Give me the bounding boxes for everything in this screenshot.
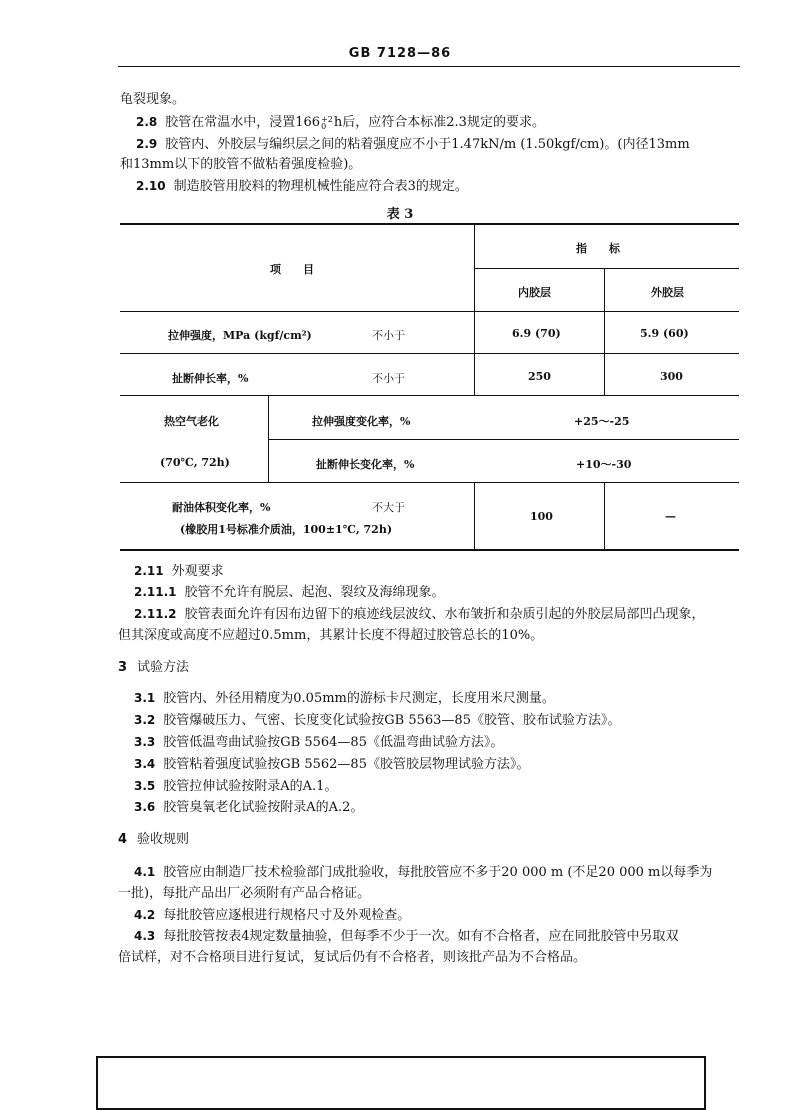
clause-number: 3.6	[134, 800, 156, 814]
clause-number: 2.10	[136, 179, 166, 193]
clause-number: 3.2	[134, 713, 156, 727]
clause-2-9	[136, 136, 690, 153]
row-label: 拉伸强度，MPa (kgf/cm²)	[168, 329, 312, 342]
clause-text: 胶管表面允许有因布边留下的痕迹线层波纹、水布皱折和杂质引起的外胶层局部凹凸现象，	[184, 607, 705, 622]
paragraph-line	[118, 950, 586, 966]
clause-text: 胶管在常温水中，浸置166	[165, 115, 321, 130]
clause-number: 3.4	[134, 757, 156, 771]
oil-note: (橡胶用1号标准介质油，100±1℃, 72h)	[180, 523, 393, 536]
standard-code-header: GB 7128—86	[348, 46, 452, 61]
oil-label: 耐油体积变化率，%	[172, 501, 271, 514]
outer-value: 5.9 (60)	[640, 327, 689, 340]
tolerance-upper: +2	[321, 114, 333, 124]
clause-2-8	[136, 114, 545, 131]
section-number: 4	[118, 832, 128, 847]
row-condition: 不小于	[372, 329, 405, 342]
table-rule	[120, 353, 739, 354]
section-number: 3	[118, 660, 128, 675]
clause-text: 胶管内、外胶层与编织层之间的粘着强度应不小于1.47kN/m (1.50kgf/cm)。(内径13mm	[165, 137, 690, 152]
clause-number: 2.8	[136, 115, 158, 129]
clause-3-5	[134, 778, 337, 795]
table-title: 表 3	[386, 207, 414, 222]
table-rule	[120, 223, 739, 225]
paragraph-text: 龟裂现象。	[120, 92, 186, 107]
clause-4-1	[134, 864, 712, 881]
paragraph-text: 但其深度或高度不应超过0.5mm，其累计长度不得超过胶管总长的10%。	[118, 628, 544, 643]
aging-row-label: 拉伸强度变化率，%	[312, 415, 411, 428]
header-item: 项 目	[270, 263, 314, 276]
clause-text: 胶管低温弯曲试验按GB 5564—85《低温弯曲试验方法》。	[163, 735, 504, 750]
table-rule	[474, 223, 475, 395]
table-rule	[120, 549, 739, 551]
clause-number: 4.1	[134, 865, 156, 879]
paragraph-text: 一批)，每批产品出厂必须附有产品合格证。	[118, 886, 371, 901]
section-4-heading	[118, 832, 189, 848]
outer-value: —	[665, 510, 676, 523]
clause-number: 2.9	[136, 137, 158, 151]
header-outer-layer: 外胶层	[651, 286, 684, 299]
paragraph-line	[118, 628, 543, 644]
section-title: 试验方法	[137, 660, 190, 675]
clause-4-3	[134, 928, 679, 945]
clause-2-11	[134, 563, 224, 580]
clause-number: 3.5	[134, 779, 156, 793]
clause-number: 2.11.2	[134, 607, 177, 621]
clause-3-2	[134, 712, 620, 729]
inner-value: 100	[530, 510, 553, 523]
table-rule	[120, 482, 739, 483]
paragraph-line	[120, 92, 185, 108]
paragraph-line	[118, 886, 370, 902]
clause-text: 胶管爆破压力、气密、长度变化试验按GB 5563—85《胶管、胶布试验方法》。	[163, 713, 621, 728]
paragraph-text: 倍试样，对不合格项目进行复试，复试后仍有不合格者，则该批产品为不合格品。	[118, 950, 587, 965]
table-rule	[474, 482, 475, 550]
clause-number: 3.1	[134, 691, 156, 705]
clause-text: 外观要求	[171, 564, 224, 579]
section-title: 验收规则	[137, 832, 190, 847]
header-rule	[118, 66, 740, 67]
header-index: 指 标	[576, 242, 620, 255]
table-rule	[120, 395, 739, 396]
table-rule	[474, 268, 739, 269]
inner-value: 6.9 (70)	[512, 327, 561, 340]
properties-table	[120, 223, 739, 551]
aging-row-value: +25～-25	[574, 415, 630, 428]
clause-text: 胶管拉伸试验按附录A的A.1。	[163, 779, 338, 794]
table-rule	[120, 311, 739, 312]
clause-text: 胶管臭氧老化试验按附录A的A.2。	[163, 800, 364, 815]
table-rule	[268, 395, 269, 482]
row-condition: 不小于	[372, 372, 405, 385]
table-rule	[604, 268, 605, 395]
table-rule	[604, 482, 605, 550]
clause-text: 制造胶管用胶料的物理机械性能应符合表3的规定。	[173, 179, 468, 194]
bottom-frame	[96, 1056, 706, 1110]
clause-text: 胶管内、外径用精度为0.05mm的游标卡尺测定，长度用米尺测量。	[163, 691, 555, 706]
clause-number: 2.11.1	[134, 585, 177, 599]
clause-4-2	[134, 907, 410, 924]
clause-3-1	[134, 690, 555, 707]
clause-text: 胶管不允许有脱层、起泡、裂纹及海绵现象。	[184, 585, 445, 600]
oil-condition: 不大于	[372, 501, 405, 514]
header-inner-layer: 内胶层	[518, 286, 551, 299]
clause-text: 胶管粘着强度试验按GB 5562—85《胶管胶层物理试验方法》。	[163, 757, 530, 772]
clause-text: 每批胶管应逐根进行规格尺寸及外观检查。	[163, 908, 411, 923]
aging-row-label: 扯断伸长变化率，%	[316, 458, 415, 471]
clause-text: h后，应符合本标准2.3规定的要求。	[333, 115, 545, 130]
clause-number: 2.11	[134, 564, 164, 578]
row-label: 扯断伸长率，%	[172, 372, 249, 385]
clause-2-11-1	[134, 584, 445, 601]
clause-3-6	[134, 799, 363, 816]
clause-text: 每批胶管按表4规定数量抽验，但每季不少于一次。如有不合格者，应在同批胶管中另取双	[163, 929, 679, 944]
table-rule	[268, 439, 739, 440]
section-3-heading	[118, 660, 189, 676]
clause-number: 3.3	[134, 735, 156, 749]
inner-value: 250	[528, 370, 551, 383]
clause-2-10	[136, 178, 468, 195]
outer-value: 300	[660, 370, 683, 383]
clause-text: 胶管应由制造厂技术检验部门成批验收，每批胶管应不多于20 000 m (不足20 000 m以每季为	[163, 865, 713, 880]
aging-row-value: +10～-30	[576, 458, 632, 471]
clause-number: 4.2	[134, 908, 156, 922]
clause-number: 4.3	[134, 929, 156, 943]
aging-condition: (70℃, 72h)	[160, 456, 230, 469]
clause-2-11-2	[134, 606, 705, 623]
aging-label: 热空气老化	[164, 415, 219, 428]
paragraph-line	[120, 157, 361, 173]
paragraph-text: 和13mm以下的胶管不做粘着强度检验)。	[120, 157, 362, 172]
clause-3-4	[134, 756, 529, 773]
clause-3-3	[134, 734, 503, 751]
tolerance-lower: 0	[321, 121, 327, 131]
